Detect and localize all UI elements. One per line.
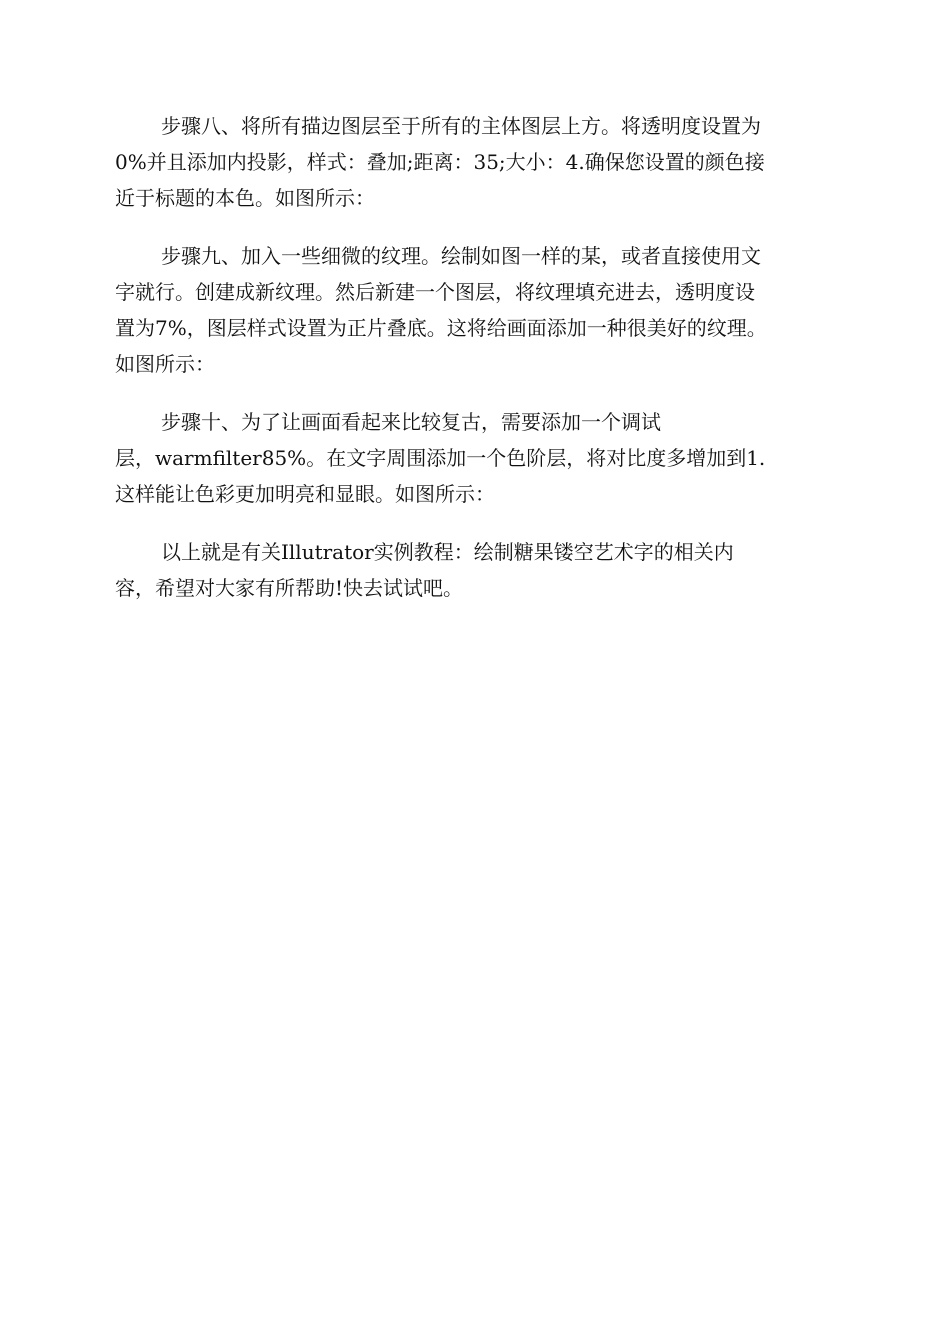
paragraph-line: 以上就是有关Illutrator实例教程：绘制糖果镂空艺术字的相关内	[161, 540, 734, 564]
paragraph-step-10	[115, 404, 835, 512]
document-page	[115, 108, 835, 628]
paragraph-step-8	[115, 108, 835, 216]
paragraph-line: 如图所示：	[115, 352, 215, 376]
paragraph-conclusion	[115, 534, 835, 606]
paragraph-line: 字就行。创建成新纹理。然后新建一个图层，将纹理填充进去，透明度设	[115, 280, 755, 304]
paragraph-line: 层，warmfilter85%。在文字周围添加一个色阶层，将对比度多增加到1.	[115, 446, 766, 470]
paragraph-line: 步骤十、为了让画面看起来比较复古，需要添加一个调试	[161, 410, 661, 434]
paragraph-line: 步骤八、将所有描边图层至于所有的主体图层上方。将透明度设置为	[161, 114, 761, 138]
paragraph-line: 步骤九、加入一些细微的纹理。绘制如图一样的某，或者直接使用文	[161, 244, 761, 268]
paragraph-line: 置为7%，图层样式设置为正片叠底。这将给画面添加一种很美好的纹理。	[115, 316, 767, 340]
paragraph-step-9	[115, 238, 835, 382]
paragraph-line: 0%并且添加内投影，样式：叠加;距离：35;大小：4.确保您设置的颜色接	[115, 150, 765, 174]
paragraph-line: 近于标题的本色。如图所示：	[115, 186, 375, 210]
paragraph-line: 容，希望对大家有所帮助!快去试试吧。	[115, 576, 464, 600]
paragraph-line: 这样能让色彩更加明亮和显眼。如图所示：	[115, 482, 495, 506]
